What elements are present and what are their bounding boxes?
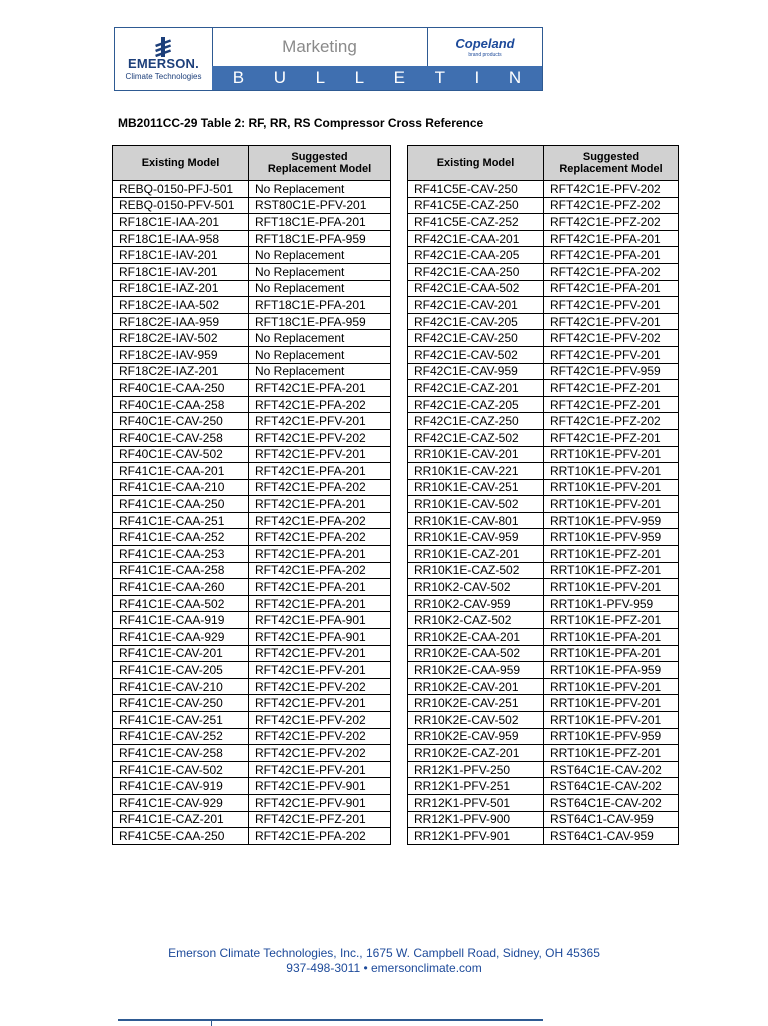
existing-model-cell: RR10K2-CAV-502: [408, 579, 544, 596]
existing-model-cell: RF42C1E-CAV-502: [408, 346, 544, 363]
replacement-model-cell: RRT10K1E-PFZ-201: [544, 745, 679, 762]
table-row: [408, 230, 679, 247]
replacement-model-cell: RRT10K1E-PFA-959: [544, 662, 679, 679]
existing-model-cell: RF41C1E-CAZ-201: [113, 811, 249, 828]
bulletin-letter: E: [393, 68, 405, 87]
replacement-model-cell: RFT42C1E-PFV-202: [249, 728, 391, 745]
replacement-model-cell: RST64C1-CAV-959: [544, 828, 679, 845]
table-row: [113, 678, 391, 695]
replacement-model-cell: RFT42C1E-PFV-201: [249, 645, 391, 662]
existing-model-cell: RR10K2E-CAV-959: [408, 728, 544, 745]
table-row: [113, 230, 391, 247]
page-title: MB2011CC-29 Table 2: RF, RR, RS Compressor Cross Reference: [118, 116, 484, 130]
replacement-model-cell: No Replacement: [249, 263, 391, 280]
replacement-model-cell: RFT42C1E-PFV-202: [249, 429, 391, 446]
table-row: [408, 712, 679, 729]
existing-model-cell: RF41C1E-CAA-258: [113, 562, 249, 579]
existing-model-cell: RR10K1E-CAV-221: [408, 463, 544, 480]
column-header-suggested: [544, 146, 679, 181]
replacement-model-cell: RRT10K1E-PFV-201: [544, 678, 679, 695]
replacement-model-cell: RRT10K1E-PFV-201: [544, 712, 679, 729]
replacement-model-cell: RFT42C1E-PFV-202: [249, 745, 391, 762]
existing-model-cell: RF40C1E-CAV-258: [113, 429, 249, 446]
table-row: [113, 429, 391, 446]
table-header-row: [408, 146, 679, 181]
table-row: [113, 794, 391, 811]
replacement-model-cell: RFT18C1E-PFA-959: [249, 230, 391, 247]
existing-model-cell: RR10K1E-CAV-801: [408, 512, 544, 529]
existing-model-cell: RF42C1E-CAZ-201: [408, 380, 544, 397]
table-row: [408, 529, 679, 546]
existing-model-cell: RF18C2E-IAZ-201: [113, 363, 249, 380]
replacement-model-cell: RFT42C1E-PFA-202: [249, 479, 391, 496]
table-row: [408, 346, 679, 363]
replacement-model-cell: RRT10K1E-PFV-201: [544, 479, 679, 496]
column-header-suggested-line2: Replacement Model: [559, 163, 663, 175]
replacement-model-cell: No Replacement: [249, 330, 391, 347]
existing-model-cell: RR10K1E-CAZ-201: [408, 546, 544, 563]
existing-model-cell: RR10K1E-CAV-251: [408, 479, 544, 496]
replacement-model-cell: RFT42C1E-PFV-959: [544, 363, 679, 380]
replacement-model-cell: RFT42C1E-PFV-201: [544, 313, 679, 330]
replacement-model-cell: RFT42C1E-PFZ-202: [544, 413, 679, 430]
column-header-suggested-line1: Suggested: [582, 151, 640, 163]
existing-model-cell: RF41C5E-CAZ-252: [408, 214, 544, 231]
existing-model-cell: RF41C1E-CAV-251: [113, 712, 249, 729]
table-row: [113, 579, 391, 596]
replacement-model-cell: RFT42C1E-PFV-201: [249, 446, 391, 463]
table-row: [408, 429, 679, 446]
replacement-model-cell: RST64C1E-CAV-202: [544, 778, 679, 795]
existing-model-cell: RF40C1E-CAV-250: [113, 413, 249, 430]
copeland-logo: [428, 28, 542, 66]
table-row: [113, 629, 391, 646]
existing-model-cell: RF42C1E-CAA-502: [408, 280, 544, 297]
bulletin-letter: L: [315, 68, 326, 87]
table-row: [113, 181, 391, 198]
replacement-model-cell: RFT42C1E-PFA-901: [249, 629, 391, 646]
replacement-model-cell: RFT42C1E-PFA-201: [249, 546, 391, 563]
existing-model-cell: RR12K1-PFV-250: [408, 761, 544, 778]
existing-model-cell: RR10K2E-CAV-502: [408, 712, 544, 729]
replacement-model-cell: RFT18C1E-PFA-201: [249, 297, 391, 314]
replacement-model-cell: RFT42C1E-PFV-202: [544, 330, 679, 347]
replacement-model-cell: RRT10K1E-PFV-201: [544, 446, 679, 463]
table-row: [408, 828, 679, 845]
replacement-model-cell: RFT42C1E-PFA-201: [249, 380, 391, 397]
existing-model-cell: RR10K2E-CAA-959: [408, 662, 544, 679]
replacement-model-cell: RFT42C1E-PFA-202: [249, 396, 391, 413]
copeland-wordmark: Copeland: [455, 36, 515, 51]
replacement-model-cell: RFT42C1E-PFV-201: [544, 297, 679, 314]
replacement-model-cell: No Replacement: [249, 346, 391, 363]
marketing-label: Marketing: [212, 28, 428, 66]
table-row: [113, 745, 391, 762]
replacement-model-cell: RRT10K1E-PFV-201: [544, 579, 679, 596]
existing-model-cell: RR10K2E-CAZ-201: [408, 745, 544, 762]
table-row: [113, 612, 391, 629]
existing-model-cell: RR10K1E-CAV-502: [408, 496, 544, 513]
existing-model-cell: RR10K2-CAV-959: [408, 595, 544, 612]
existing-model-cell: REBQ-0150-PFJ-501: [113, 181, 249, 198]
existing-model-cell: RF42C1E-CAV-201: [408, 297, 544, 314]
replacement-model-cell: RFT42C1E-PFA-201: [249, 595, 391, 612]
existing-model-cell: RR10K1E-CAV-959: [408, 529, 544, 546]
existing-model-cell: RF40C1E-CAA-250: [113, 380, 249, 397]
table-row: [113, 778, 391, 795]
replacement-model-cell: RFT42C1E-PFV-201: [249, 695, 391, 712]
footer-contact: 937-498-3011 • emersonclimate.com: [286, 961, 482, 975]
replacement-model-cell: RFT42C1E-PFV-202: [544, 181, 679, 198]
replacement-model-cell: No Replacement: [249, 181, 391, 198]
emerson-logo: [115, 28, 213, 90]
existing-model-cell: RR12K1-PFV-900: [408, 811, 544, 828]
table-row: [113, 330, 391, 347]
table-row: [408, 612, 679, 629]
replacement-model-cell: RST64C1-CAV-959: [544, 811, 679, 828]
bulletin-banner: [212, 66, 542, 90]
table-row: [113, 828, 391, 845]
replacement-model-cell: RFT42C1E-PFA-202: [249, 512, 391, 529]
table-row: [408, 214, 679, 231]
table-row: [113, 446, 391, 463]
table-row: [113, 595, 391, 612]
column-header-existing: Existing Model: [408, 146, 544, 181]
table-row: [113, 396, 391, 413]
replacement-model-cell: No Replacement: [249, 280, 391, 297]
table-row: [113, 413, 391, 430]
table-row: [408, 380, 679, 397]
existing-model-cell: RF42C1E-CAV-250: [408, 330, 544, 347]
replacement-model-cell: RST80C1E-PFV-201: [249, 197, 391, 214]
table-row: [113, 214, 391, 231]
replacement-model-cell: RFT42C1E-PFA-201: [249, 463, 391, 480]
existing-model-cell: RF41C1E-CAV-205: [113, 662, 249, 679]
existing-model-cell: RF42C1E-CAA-205: [408, 247, 544, 264]
existing-model-cell: RR10K1E-CAV-201: [408, 446, 544, 463]
table-row: [113, 263, 391, 280]
existing-model-cell: RF41C1E-CAA-919: [113, 612, 249, 629]
existing-model-cell: RF41C1E-CAA-210: [113, 479, 249, 496]
existing-model-cell: RF18C1E-IAV-201: [113, 263, 249, 280]
existing-model-cell: RR10K2E-CAV-251: [408, 695, 544, 712]
table-header-row: [113, 146, 391, 181]
copeland-subtitle: brand products: [468, 52, 502, 58]
replacement-model-cell: RRT10K1E-PFV-201: [544, 463, 679, 480]
table-row: [408, 678, 679, 695]
replacement-model-cell: RFT42C1E-PFV-901: [249, 778, 391, 795]
table-row: [113, 645, 391, 662]
replacement-model-cell: RRT10K1E-PFZ-201: [544, 562, 679, 579]
existing-model-cell: RF42C1E-CAZ-502: [408, 429, 544, 446]
table-row: [408, 181, 679, 198]
table-row: [408, 562, 679, 579]
existing-model-cell: RF41C5E-CAZ-250: [408, 197, 544, 214]
table-row: [408, 794, 679, 811]
existing-model-cell: RR12K1-PFV-501: [408, 794, 544, 811]
existing-model-cell: RR12K1-PFV-251: [408, 778, 544, 795]
emerson-logo-mark-icon: [153, 37, 173, 57]
existing-model-cell: RF42C1E-CAV-959: [408, 363, 544, 380]
replacement-model-cell: RRT10K1-PFV-959: [544, 595, 679, 612]
table-row: [113, 297, 391, 314]
bulletin-header: [114, 27, 543, 91]
existing-model-cell: RR10K2E-CAA-201: [408, 629, 544, 646]
existing-model-cell: RF41C5E-CAA-250: [113, 828, 249, 845]
logo-subtitle: Climate Technologies: [125, 72, 202, 81]
table-row: [408, 280, 679, 297]
replacement-model-cell: RFT42C1E-PFV-202: [249, 678, 391, 695]
replacement-model-cell: RFT42C1E-PFV-201: [249, 662, 391, 679]
table-row: [408, 512, 679, 529]
replacement-model-cell: RFT42C1E-PFA-202: [249, 562, 391, 579]
replacement-model-cell: RFT42C1E-PFZ-201: [249, 811, 391, 828]
table-row: [113, 247, 391, 264]
existing-model-cell: RF41C5E-CAV-250: [408, 181, 544, 198]
existing-model-cell: RF41C1E-CAV-919: [113, 778, 249, 795]
logo-name: EMERSON.: [128, 56, 199, 71]
replacement-model-cell: RFT42C1E-PFA-201: [544, 247, 679, 264]
replacement-model-cell: RRT10K1E-PFV-959: [544, 728, 679, 745]
existing-model-cell: RR12K1-PFV-901: [408, 828, 544, 845]
table-row: [113, 546, 391, 563]
replacement-model-cell: RFT42C1E-PFZ-201: [544, 396, 679, 413]
existing-model-cell: RF18C2E-IAV-959: [113, 346, 249, 363]
replacement-model-cell: RST64C1E-CAV-202: [544, 761, 679, 778]
table-row: [408, 247, 679, 264]
existing-model-cell: RF18C1E-IAZ-201: [113, 280, 249, 297]
table-row: [408, 446, 679, 463]
table-row: [113, 380, 391, 397]
table-row: [408, 662, 679, 679]
table-row: [408, 695, 679, 712]
replacement-model-cell: RRT10K1E-PFA-201: [544, 645, 679, 662]
replacement-model-cell: RFT42C1E-PFA-201: [544, 230, 679, 247]
cross-reference-table-left: [112, 145, 391, 845]
replacement-model-cell: RFT42C1E-PFV-901: [249, 794, 391, 811]
table-row: [113, 562, 391, 579]
bulletin-letter: L: [354, 68, 365, 87]
existing-model-cell: RF41C1E-CAV-201: [113, 645, 249, 662]
existing-model-cell: RF42C1E-CAA-201: [408, 230, 544, 247]
bulletin-letter: N: [508, 68, 522, 87]
replacement-model-cell: No Replacement: [249, 247, 391, 264]
footer-address: Emerson Climate Technologies, Inc., 1675 W. Campbell Road, Sidney, OH 45365: [168, 946, 600, 960]
existing-model-cell: RF41C1E-CAV-250: [113, 695, 249, 712]
cross-reference-table-right: [407, 145, 679, 845]
table-row: [113, 512, 391, 529]
existing-model-cell: RF41C1E-CAA-929: [113, 629, 249, 646]
table-row: [408, 496, 679, 513]
existing-model-cell: RF41C1E-CAA-250: [113, 496, 249, 513]
table-row: [408, 197, 679, 214]
table-row: [408, 363, 679, 380]
replacement-model-cell: No Replacement: [249, 363, 391, 380]
replacement-model-cell: RRT10K1E-PFA-201: [544, 629, 679, 646]
existing-model-cell: RF18C2E-IAV-502: [113, 330, 249, 347]
table-row: [408, 761, 679, 778]
replacement-model-cell: RFT42C1E-PFA-202: [249, 828, 391, 845]
footer: [0, 946, 768, 976]
table-row: [408, 313, 679, 330]
replacement-model-cell: RFT42C1E-PFA-202: [249, 529, 391, 546]
existing-model-cell: REBQ-0150-PFV-501: [113, 197, 249, 214]
table-row: [113, 280, 391, 297]
replacement-model-cell: RFT42C1E-PFV-201: [544, 346, 679, 363]
table-row: [408, 463, 679, 480]
table-row: [113, 811, 391, 828]
existing-model-cell: RF41C1E-CAA-252: [113, 529, 249, 546]
table-row: [113, 529, 391, 546]
replacement-model-cell: RFT18C1E-PFA-959: [249, 313, 391, 330]
bulletin-letter: B: [232, 68, 245, 87]
existing-model-cell: RF41C1E-CAV-502: [113, 761, 249, 778]
existing-model-cell: RF41C1E-CAV-929: [113, 794, 249, 811]
existing-model-cell: RF42C1E-CAV-205: [408, 313, 544, 330]
table-row: [113, 728, 391, 745]
column-header-suggested-line1: Suggested: [291, 151, 348, 163]
bulletin-letter: I: [474, 68, 480, 87]
replacement-model-cell: RFT42C1E-PFZ-202: [544, 214, 679, 231]
bulletin-letter: U: [273, 68, 286, 87]
column-header-suggested-line2: Replacement Model: [267, 163, 372, 175]
existing-model-cell: RF42C1E-CAZ-250: [408, 413, 544, 430]
replacement-model-cell: RRT10K1E-PFZ-201: [544, 612, 679, 629]
table-row: [113, 496, 391, 513]
replacement-model-cell: RFT42C1E-PFA-201: [544, 280, 679, 297]
column-header-existing: Existing Model: [113, 146, 249, 181]
existing-model-cell: RR10K2-CAZ-502: [408, 612, 544, 629]
replacement-model-cell: RFT42C1E-PFV-202: [249, 712, 391, 729]
table-row: [113, 662, 391, 679]
existing-model-cell: RF41C1E-CAV-210: [113, 678, 249, 695]
table-row: [113, 363, 391, 380]
column-header-suggested: [249, 146, 391, 181]
existing-model-cell: RF18C1E-IAA-958: [113, 230, 249, 247]
existing-model-cell: RF18C1E-IAA-201: [113, 214, 249, 231]
replacement-model-cell: RRT10K1E-PFV-959: [544, 529, 679, 546]
table-row: [408, 479, 679, 496]
table-row: [408, 629, 679, 646]
table-row: [408, 579, 679, 596]
replacement-model-cell: RFT42C1E-PFV-201: [249, 761, 391, 778]
existing-model-cell: RR10K2E-CAV-201: [408, 678, 544, 695]
bottom-divider: [118, 1019, 543, 1026]
existing-model-cell: RF41C1E-CAA-260: [113, 579, 249, 596]
table-row: [113, 463, 391, 480]
table-row: [408, 263, 679, 280]
existing-model-cell: RF18C2E-IAA-959: [113, 313, 249, 330]
table-row: [408, 330, 679, 347]
table-row: [408, 745, 679, 762]
replacement-model-cell: RFT42C1E-PFA-201: [249, 579, 391, 596]
table-row: [408, 595, 679, 612]
table-row: [408, 413, 679, 430]
existing-model-cell: RF41C1E-CAA-502: [113, 595, 249, 612]
existing-model-cell: RF41C1E-CAA-251: [113, 512, 249, 529]
replacement-model-cell: RRT10K1E-PFV-201: [544, 496, 679, 513]
replacement-model-cell: RRT10K1E-PFV-959: [544, 512, 679, 529]
replacement-model-cell: RFT42C1E-PFV-201: [249, 413, 391, 430]
table-row: [113, 197, 391, 214]
replacement-model-cell: RRT10K1E-PFV-201: [544, 695, 679, 712]
replacement-model-cell: RFT42C1E-PFZ-201: [544, 380, 679, 397]
table-row: [113, 695, 391, 712]
replacement-model-cell: RFT42C1E-PFA-201: [249, 496, 391, 513]
existing-model-cell: RF18C1E-IAV-201: [113, 247, 249, 264]
existing-model-cell: RF41C1E-CAV-258: [113, 745, 249, 762]
replacement-model-cell: RRT10K1E-PFZ-201: [544, 546, 679, 563]
existing-model-cell: RF42C1E-CAZ-205: [408, 396, 544, 413]
replacement-model-cell: RFT42C1E-PFA-901: [249, 612, 391, 629]
table-row: [113, 313, 391, 330]
existing-model-cell: RR10K1E-CAZ-502: [408, 562, 544, 579]
existing-model-cell: RF40C1E-CAV-502: [113, 446, 249, 463]
table-row: [408, 297, 679, 314]
existing-model-cell: RF41C1E-CAV-252: [113, 728, 249, 745]
existing-model-cell: RR10K2E-CAA-502: [408, 645, 544, 662]
table-row: [408, 728, 679, 745]
replacement-model-cell: RFT42C1E-PFZ-202: [544, 197, 679, 214]
table-row: [113, 761, 391, 778]
table-row: [408, 546, 679, 563]
existing-model-cell: RF40C1E-CAA-258: [113, 396, 249, 413]
table-row: [408, 811, 679, 828]
replacement-model-cell: RFT18C1E-PFA-201: [249, 214, 391, 231]
table-row: [408, 778, 679, 795]
table-row: [113, 346, 391, 363]
bulletin-letter: T: [434, 68, 445, 87]
existing-model-cell: RF18C2E-IAA-502: [113, 297, 249, 314]
existing-model-cell: RF42C1E-CAA-250: [408, 263, 544, 280]
table-row: [113, 479, 391, 496]
table-row: [113, 712, 391, 729]
table-row: [408, 396, 679, 413]
table-row: [408, 645, 679, 662]
replacement-model-cell: RFT42C1E-PFA-202: [544, 263, 679, 280]
replacement-model-cell: RST64C1E-CAV-202: [544, 794, 679, 811]
replacement-model-cell: RFT42C1E-PFZ-201: [544, 429, 679, 446]
existing-model-cell: RF41C1E-CAA-253: [113, 546, 249, 563]
existing-model-cell: RF41C1E-CAA-201: [113, 463, 249, 480]
